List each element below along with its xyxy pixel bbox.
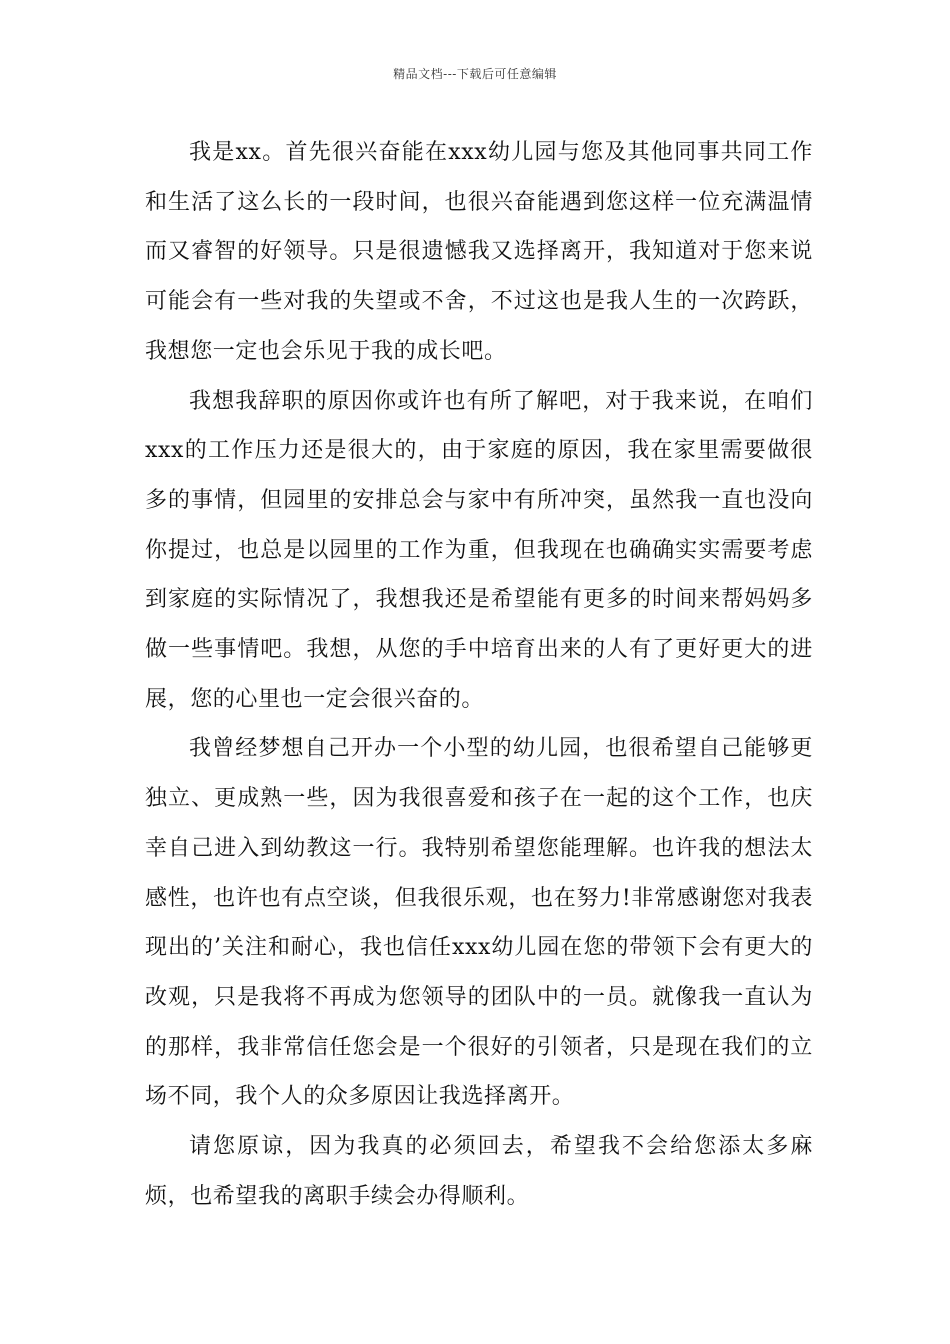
paragraph-4: 请您原谅，因为我真的必须回去，希望我不会给您添太多麻烦，也希望我的离职手续会办得顺利。 <box>145 1134 813 1209</box>
document-body <box>145 128 813 1221</box>
paragraph-3: 我曾经梦想自己开办一个小型的幼儿园，也很希望自己能够更独立、更成熟一些，因为我很喜爱和孩子在一起的这个工作，也庆幸自己进入到幼教这一行。我特别希望您能理解。也许我的想法太感性，也许也有点空谈，但我很乐观，也在努力!非常感谢您对我表现出的’关注和耐心，我也信任xxx幼儿园在您的带领下会有更大的改观，只是我将不再成为您领导的团队中的一员。就像我一直认为的那样，我非常信任您会是一个很好的引领者，只是现在我们的立场不同，我个人的众多原因让我选择离开。 <box>145 736 813 1110</box>
paragraph-1: 我是xx。首先很兴奋能在xxx幼儿园与您及其他同事共同工作和生活了这么长的一段时间，也很兴奋能遇到您这样一位充满温情而又睿智的好领导。只是很遗憾我又选择离开，我知道对于您来说可能会有一些对我的失望或不舍，不过这也是我人生的一次跨跃，我想您一定也会乐见于我的成长吧。 <box>145 140 813 364</box>
paragraph-2: 我想我辞职的原因你或许也有所了解吧，对于我来说，在咱们xxx的工作压力还是很大的，由于家庭的原因，我在家里需要做很多的事情，但园里的安排总会与家中有所冲突，虽然我一直也没向你提过，也总是以园里的工作为重，但我现在也确确实实需要考虑到家庭的实际情况了，我想我还是希望能有更多的时间来帮妈妈多做一些事情吧。我想，从您的手中培育出来的人有了更好更大的进展，您的心里也一定会很兴奋的。 <box>145 388 813 712</box>
page-header: 精品文档---下载后可任意编辑 <box>393 67 557 81</box>
